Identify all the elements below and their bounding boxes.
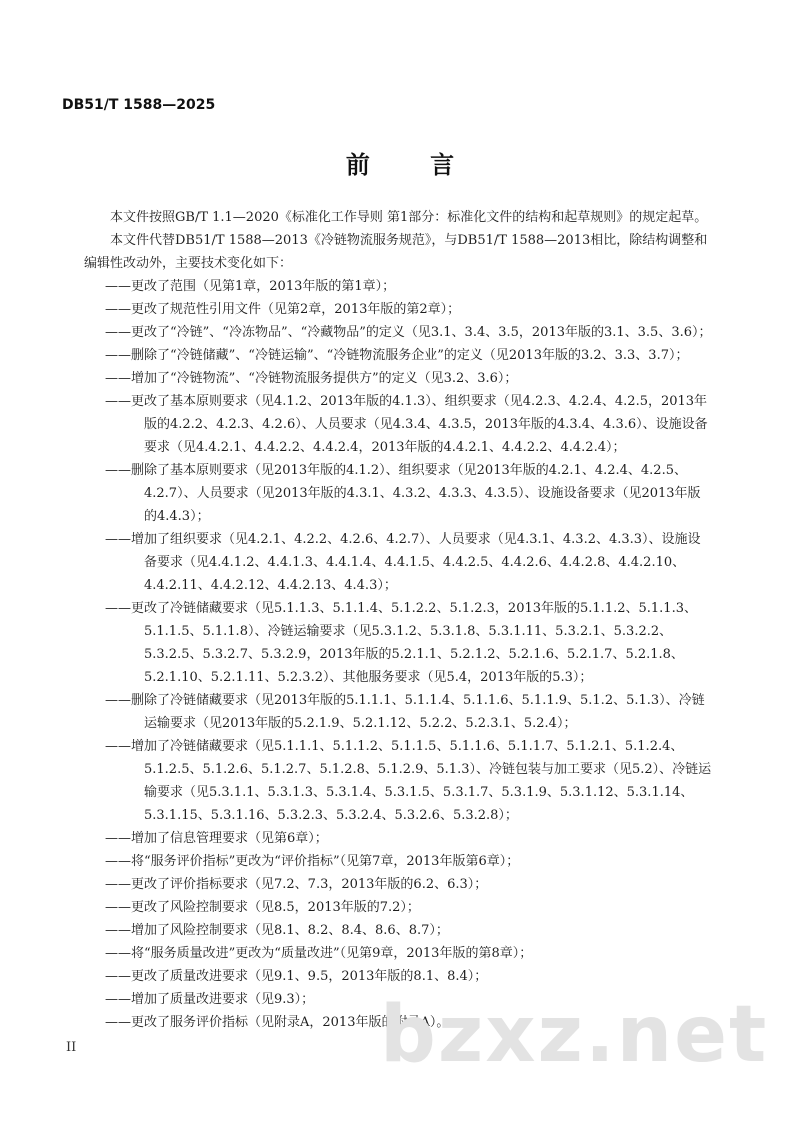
- change-item: ——增加了组织要求（见4.2.1、4.2.2、4.2.6、4.2.7）、人员要求（见4.3.1、4.3.2、4.3.3）、设施设备要求（见4.4.1.2、4.4.1.3、4.4.1.4、4.4.1.5、4.4.2.5、4.4.2.6、4.4.2.8、4.4.2.10、4.4.2.11、4.4.2.12、4.4.2.13、4.4.3）；: [105, 532, 701, 593]
- change-item: ——删除了“冷链储藏”、“冷链运输”、“冷链物流服务企业”的定义（见2013年版的3.2、3.3、3.7）；: [105, 348, 689, 363]
- change-item: ——更改了风险控制要求（见8.5，2013年版的7.2）；: [105, 900, 420, 915]
- change-item: ——删除了基本原则要求（见2013年版的4.1.2）、组织要求（见2013年版的4.2.1、4.2.4、4.2.5、4.2.7）、人员要求（见2013年版的4.3.1、4.3.2、4.3.3、4.3.5）、设施设备要求（见2013年版的4.4.3）；: [105, 463, 701, 524]
- change-item: ——将“服务评价指标”更改为“评价指标”（见第7章，2013年版第6章）；: [105, 854, 520, 869]
- change-item: ——增加了质量改进要求（见9.3）；: [105, 992, 315, 1007]
- intro-paragraph: 本文件代替DB51/T 1588—2013《冷链物流服务规范》，与DB51/T 1588—2013相比，除结构调整和编辑性改动外，主要技术变化如下：: [84, 233, 708, 271]
- change-item: ——增加了冷链储藏要求（见5.1.1.1、5.1.1.2、5.1.1.5、5.1.1.6、5.1.1.7、5.1.2.1、5.1.2.4、5.1.2.5、5.1.2.6、5.1.2.7、5.1.2.8、5.1.2.9、5.1.3）、冷链包装与加工要求（见5.2）、冷链运输要求（见5.3.1.1、5.3.1.3、5.3.1.4、5.3.1.5、5.3.1.7、5.3.1.9、5.3.1.12、5.3.1.14、5.3.1.15、5.3.1.16、5.3.2.3、5.3.2.4、5.3.2.6、5.3.2.8）；: [105, 739, 712, 823]
- change-item: ——更改了规范性引用文件（见第2章，2013年版的第2章）；: [105, 302, 461, 317]
- change-item: ——更改了服务评价指标（见附录A，2013年版的附录A）。: [105, 1015, 450, 1030]
- change-item: ——更改了“冷链”、“冷冻物品”、“冷藏物品”的定义（见3.1、3.4、3.5，2013年版的3.1、3.5、3.6）；: [105, 325, 712, 340]
- page-number: II: [66, 1040, 77, 1055]
- change-item: ——更改了基本原则要求（见4.1.2、2013年版的4.1.3）、组织要求（见4.2.3、4.2.4、4.2.5，2013年版的4.2.2、4.2.3、4.2.6）、人员要求（见4.3.4、4.3.5，2013年版的4.3.4、4.3.6）、设施设备要求（见4.4.2.1、4.4.2.2、4.4.2.4，2013年版的4.4.2.1、4.4.2.2、4.4.2.4）；: [105, 394, 708, 455]
- document-body: [84, 206, 712, 1034]
- change-item: ——增加了风险控制要求（见8.1、8.2、8.4、8.6、8.7）；: [105, 923, 449, 938]
- watermark: bzxz.net: [380, 990, 769, 1080]
- change-item: ——更改了冷链储藏要求（见5.1.1.3、5.1.1.4、5.1.2.2、5.1.2.3，2013年版的5.1.1.2、5.1.1.3、5.1.1.5、5.1.1.8）、冷链运输要求（见5.3.1.2、5.3.1.8、5.3.1.11、5.3.2.1、5.3.2.2、5.3.2.5、5.3.2.7、5.3.2.9，2013年版的5.2.1.1、5.2.1.2、5.2.1.6、5.2.1.7、5.2.1.8、5.2.1.10、5.2.1.11、5.2.3.2）、其他服务要求（见5.4，2013年版的5.3）；: [105, 601, 697, 685]
- change-item: ——删除了冷链储藏要求（见2013年版的5.1.1.1、5.1.1.4、5.1.1.6、5.1.1.9、5.1.2、5.1.3）、冷链运输要求（见2013年版的5.2.1.9、5.2.1.12、5.2.2、5.2.3.1、5.2.4）；: [105, 693, 705, 731]
- change-item: ——增加了信息管理要求（见第6章）；: [105, 831, 328, 846]
- document-code: DB51/T 1588—2025: [62, 97, 216, 113]
- change-item: ——更改了评价指标要求（见7.2、7.3，2013年版的6.2、6.3）；: [105, 877, 488, 892]
- intro-paragraph: 本文件按照GB/T 1.1—2020《标准化工作导则 第1部分：标准化文件的结构和起草规则》的规定起草。: [110, 210, 708, 225]
- change-item: ——更改了范围（见第1章，2013年版的第1章）；: [105, 279, 396, 294]
- page-title: 前 言: [345, 150, 481, 179]
- change-item: ——更改了质量改进要求（见9.1、9.5，2013年版的8.1、8.4）；: [105, 969, 488, 984]
- change-item: ——将“服务质量改进”更改为“质量改进”（见第9章，2013年版的第8章）；: [105, 946, 533, 961]
- change-item: ——增加了“冷链物流”、“冷链物流服务提供方”的定义（见3.2、3.6）；: [105, 371, 518, 386]
